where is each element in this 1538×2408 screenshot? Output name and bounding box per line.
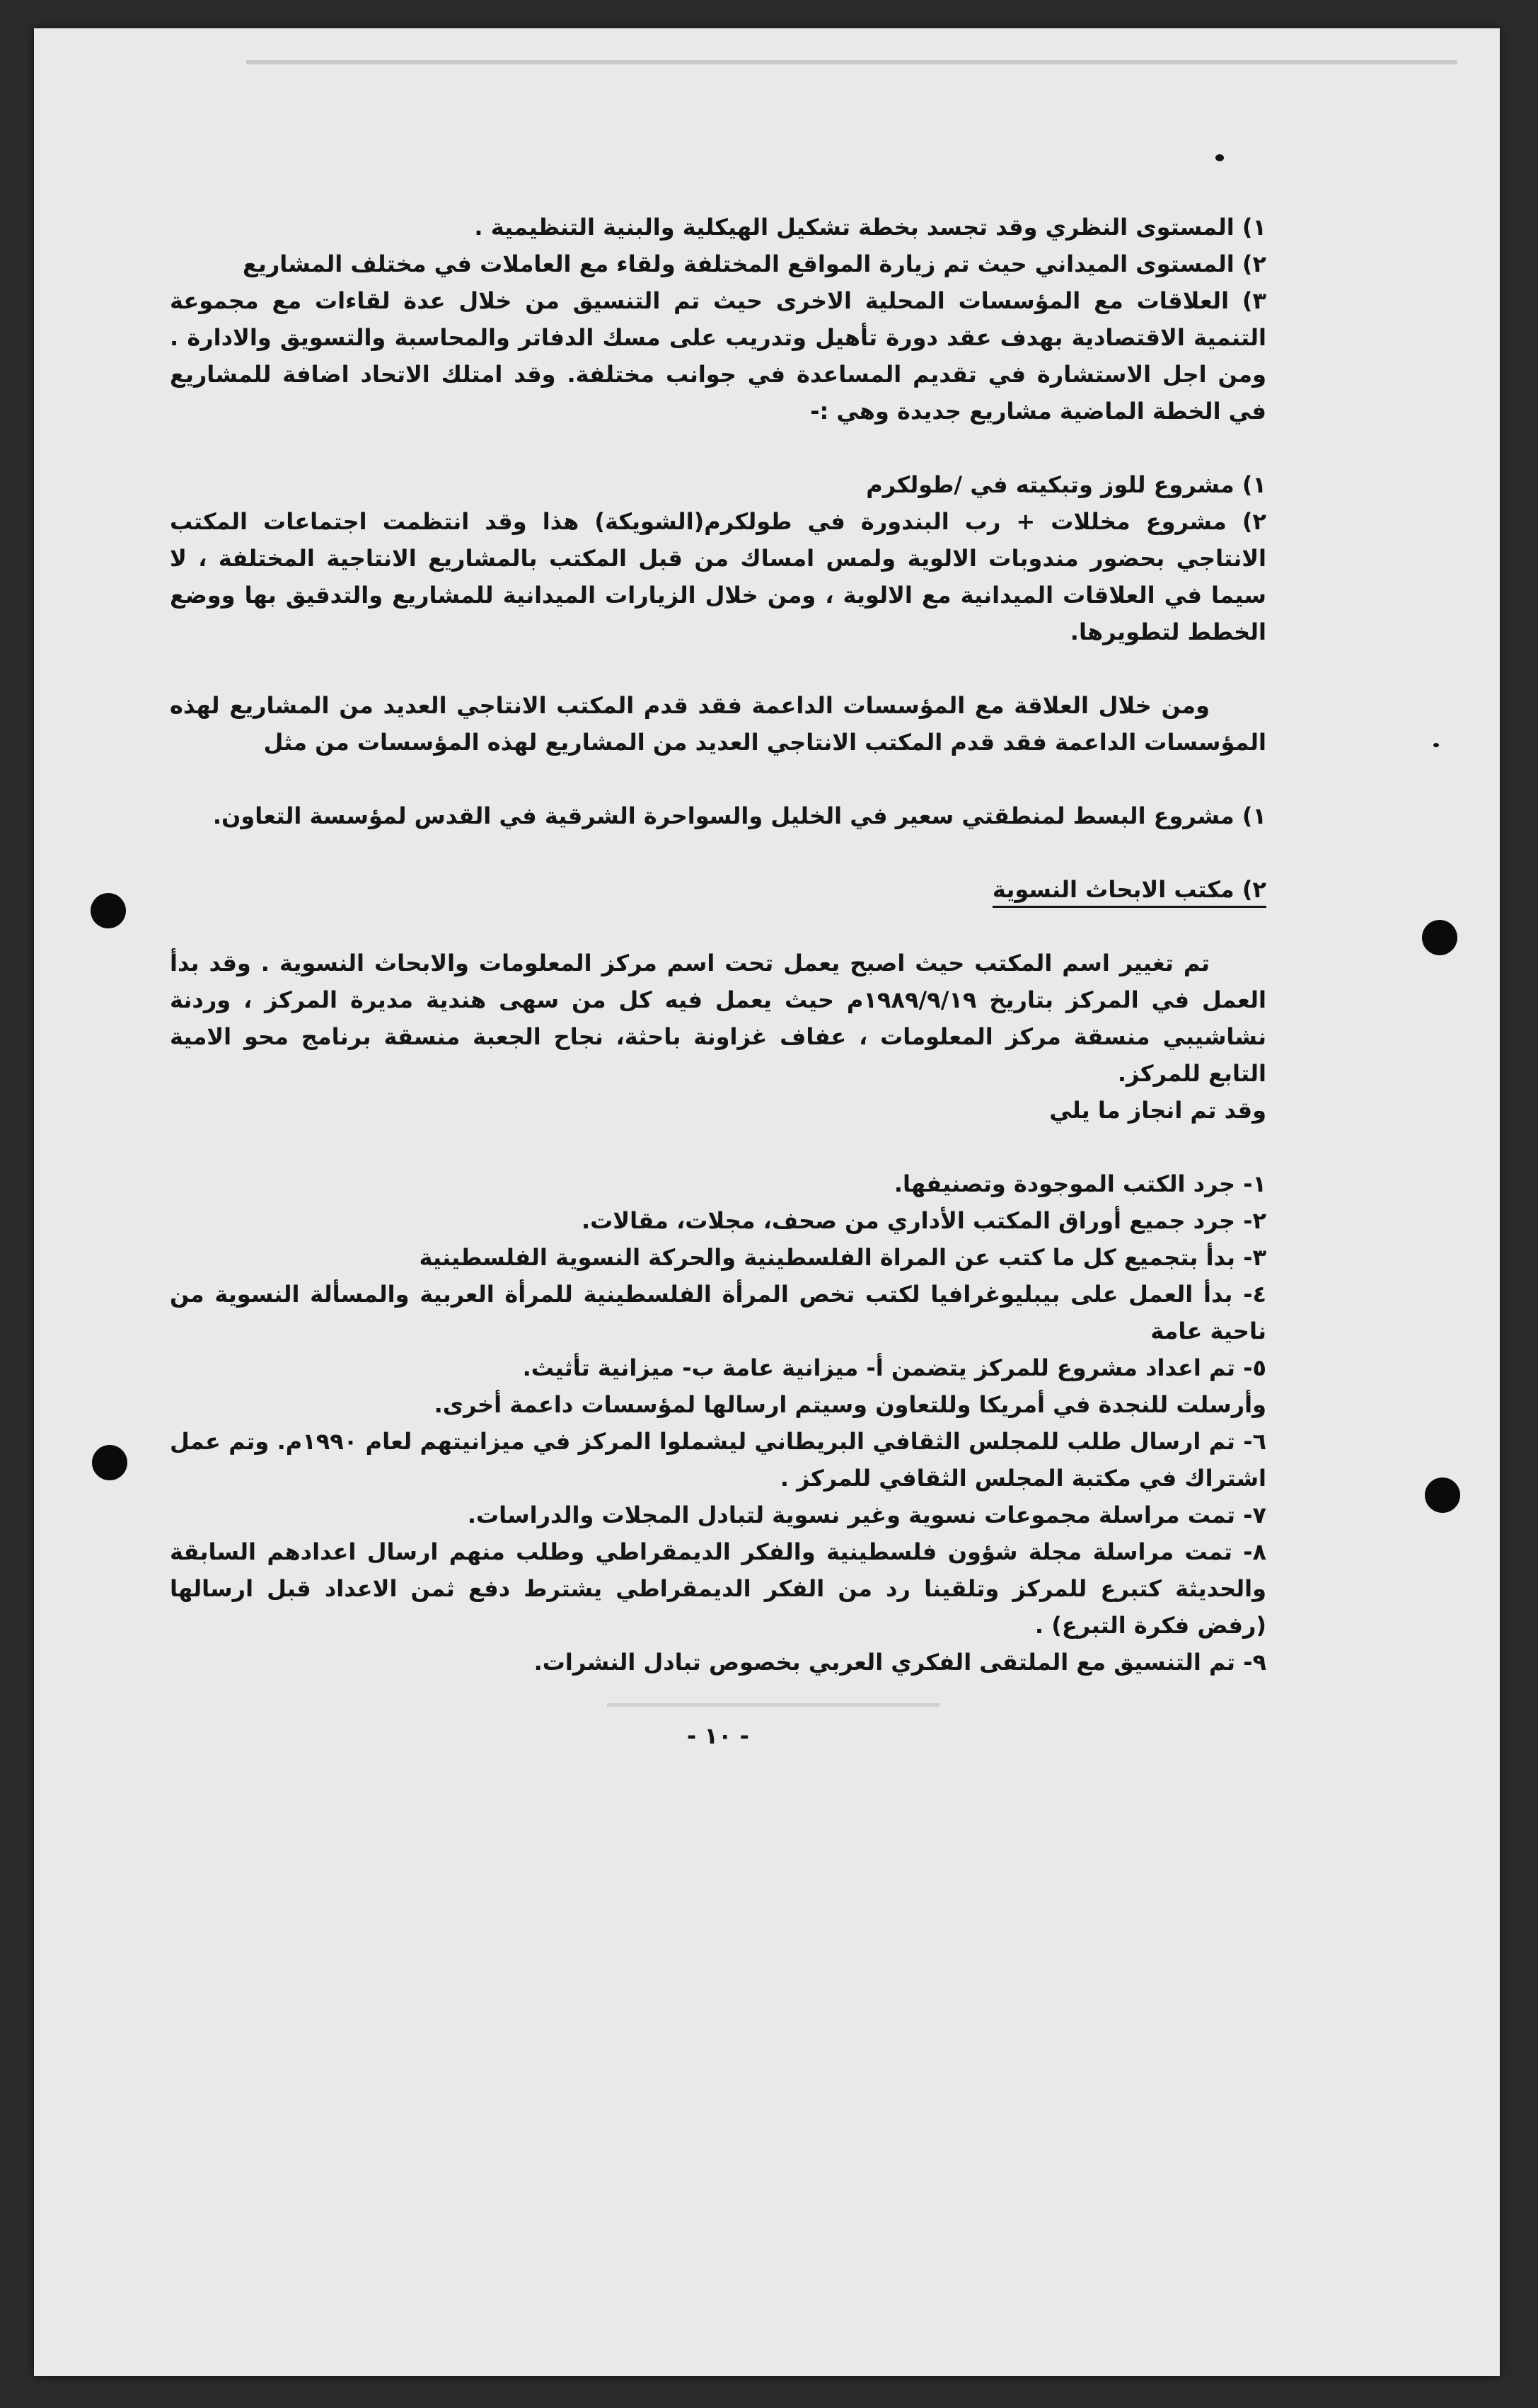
ink-dot: [1433, 743, 1439, 747]
top-scan-line: [246, 60, 1457, 64]
achievement-item: ٥- تم اعداد مشروع للمركز يتضمن أ- ميزانية عامة ب- ميزانية تأثيث.: [522, 1354, 1266, 1381]
support-item: ١) مشروع البسط لمنطقتي سعير في الخليل والسواحرة الشرقية في القدس لمؤسسة التعاون.: [212, 802, 1266, 829]
project-item: ٢) مشروع مخللات + رب البندورة في طولكرم(الشويكة) هذا وقد انتظمت اجتماعات المكتب الانتاجي بحضور مندوبات الالوية ولمس امساك من قبل المكتب بالمشاريع الانتاجية المختلفة ، لا سيما في العلاقات الميدانية مع الالوية ، ومن خلال الزيارات الميدانية للمشاريع والتدقيق بها ووضع الخطط لتطويرها.: [170, 508, 1266, 645]
ink-dot: [1215, 154, 1224, 161]
achievement-item: ٨- تمت مراسلة مجلة شؤون فلسطينية والفكر الديمقراطي وطلب منهم ارسال اعدادهم السابقة والحديثة كتبرع للمركز وتلقينا رد من الفكر الديمقراطي يشترط دفع ثمن الاعداد قبل ارسالها (رفض فكرة التبرع) .: [170, 1538, 1266, 1639]
achievement-item: ٦- تم ارسال طلب للمجلس الثقافي البريطاني ليشملوا المركز في ميزانيتهم لعام ١٩٩٠م. وتم عمل اشتراك في مكتبة المجلس الثقافي للمركز .: [170, 1428, 1267, 1492]
achievement-item: ٤- بدأ العمل على بيبليوغرافيا لكتب تخص المرأة الفلسطينية للمرأة العربية والمسألة النسوية من ناحية عامة: [170, 1281, 1266, 1344]
support-paragraph: ومن خلال العلاقة مع المؤسسات الداعمة فقد قدم المكتب الانتاجي العديد من المشاريع لهذه المؤسسات الداعمة فقد قدم المكتب الانتاجي العديد من المشاريع لهذه المؤسسات من مثل: [170, 692, 1266, 756]
document-body: [170, 209, 1266, 1754]
achievement-item: ١- جرد الكتب الموجودة وتصنيفها.: [894, 1170, 1266, 1197]
project-item: ١) مشروع للوز وتبكيته في /طولكرم: [866, 471, 1266, 498]
intro-item: ١) المستوى النظري وقد تجسد بخطة تشكيل الهيكلية والبنية التنظيمية .: [474, 214, 1266, 241]
section-paragraph: تم تغيير اسم المكتب حيث اصبح يعمل تحت اسم مركز المعلومات والابحاث النسوية . وقد بدأ العمل في المركز بتاريخ ١٩٨٩/٩/١٩م حيث يعمل فيه كل من سهى هندية مديرة المركز ، وردنة نشاشيبي منسقة مركز المعلومات ، عفاف غزاونة باحثة، نجاح الجعبة منسقة برنامج محو الامية التابع للمركز.: [170, 950, 1267, 1087]
punch-hole: [1422, 920, 1457, 955]
achievement-item: ٢- جرد جميع أوراق المكتب الأداري من صحف، مجلات، مقالات.: [581, 1207, 1266, 1234]
page-number: - ١٠ -: [687, 1722, 749, 1749]
punch-hole: [92, 1445, 127, 1480]
section-heading: ٢) مكتب الابحاث النسوية: [992, 876, 1266, 903]
achievement-item: وأرسلت للنجدة في أمريكا وللتعاون وسيتم ارسالها لمؤسسات داعمة أخرى.: [434, 1391, 1266, 1418]
intro-item: ٢) المستوى الميداني حيث تم زيارة المواقع المختلفة ولقاء مع العاملات في مختلف المشاريع: [242, 250, 1266, 277]
achievement-item: ٣- بدأ بتجميع كل ما كتب عن المراة الفلسطينية والحركة النسوية الفلسطينية: [419, 1244, 1266, 1271]
achievement-item: ٩- تم التنسيق مع الملتقى الفكري العربي بخصوص تبادل النشرات.: [533, 1649, 1266, 1676]
intro-item: ٣) العلاقات مع المؤسسات المحلية الاخرى حيث تم التنسيق من خلال عدة لقاءات مع مجموعة التنمية الاقتصادية بهدف عقد دورة تأهيل وتدريب على مسك الدفاتر والمحاسبة والتسويق والادارة . ومن اجل الاستشارة في تقديم المساعدة في جوانب مختلفة. وقد امتلك الاتحاد اضافة للمشاريع في الخطة الماضية مشاريع جديدة وهي :-: [170, 287, 1266, 425]
achievement-item: ٧- تمت مراسلة مجموعات نسوية وغير نسوية لتبادل المجلات والدراسات.: [467, 1502, 1266, 1528]
punch-hole: [91, 893, 126, 928]
punch-hole: [1425, 1477, 1460, 1513]
achievements-intro: وقد تم انجاز ما يلي: [1049, 1097, 1266, 1124]
